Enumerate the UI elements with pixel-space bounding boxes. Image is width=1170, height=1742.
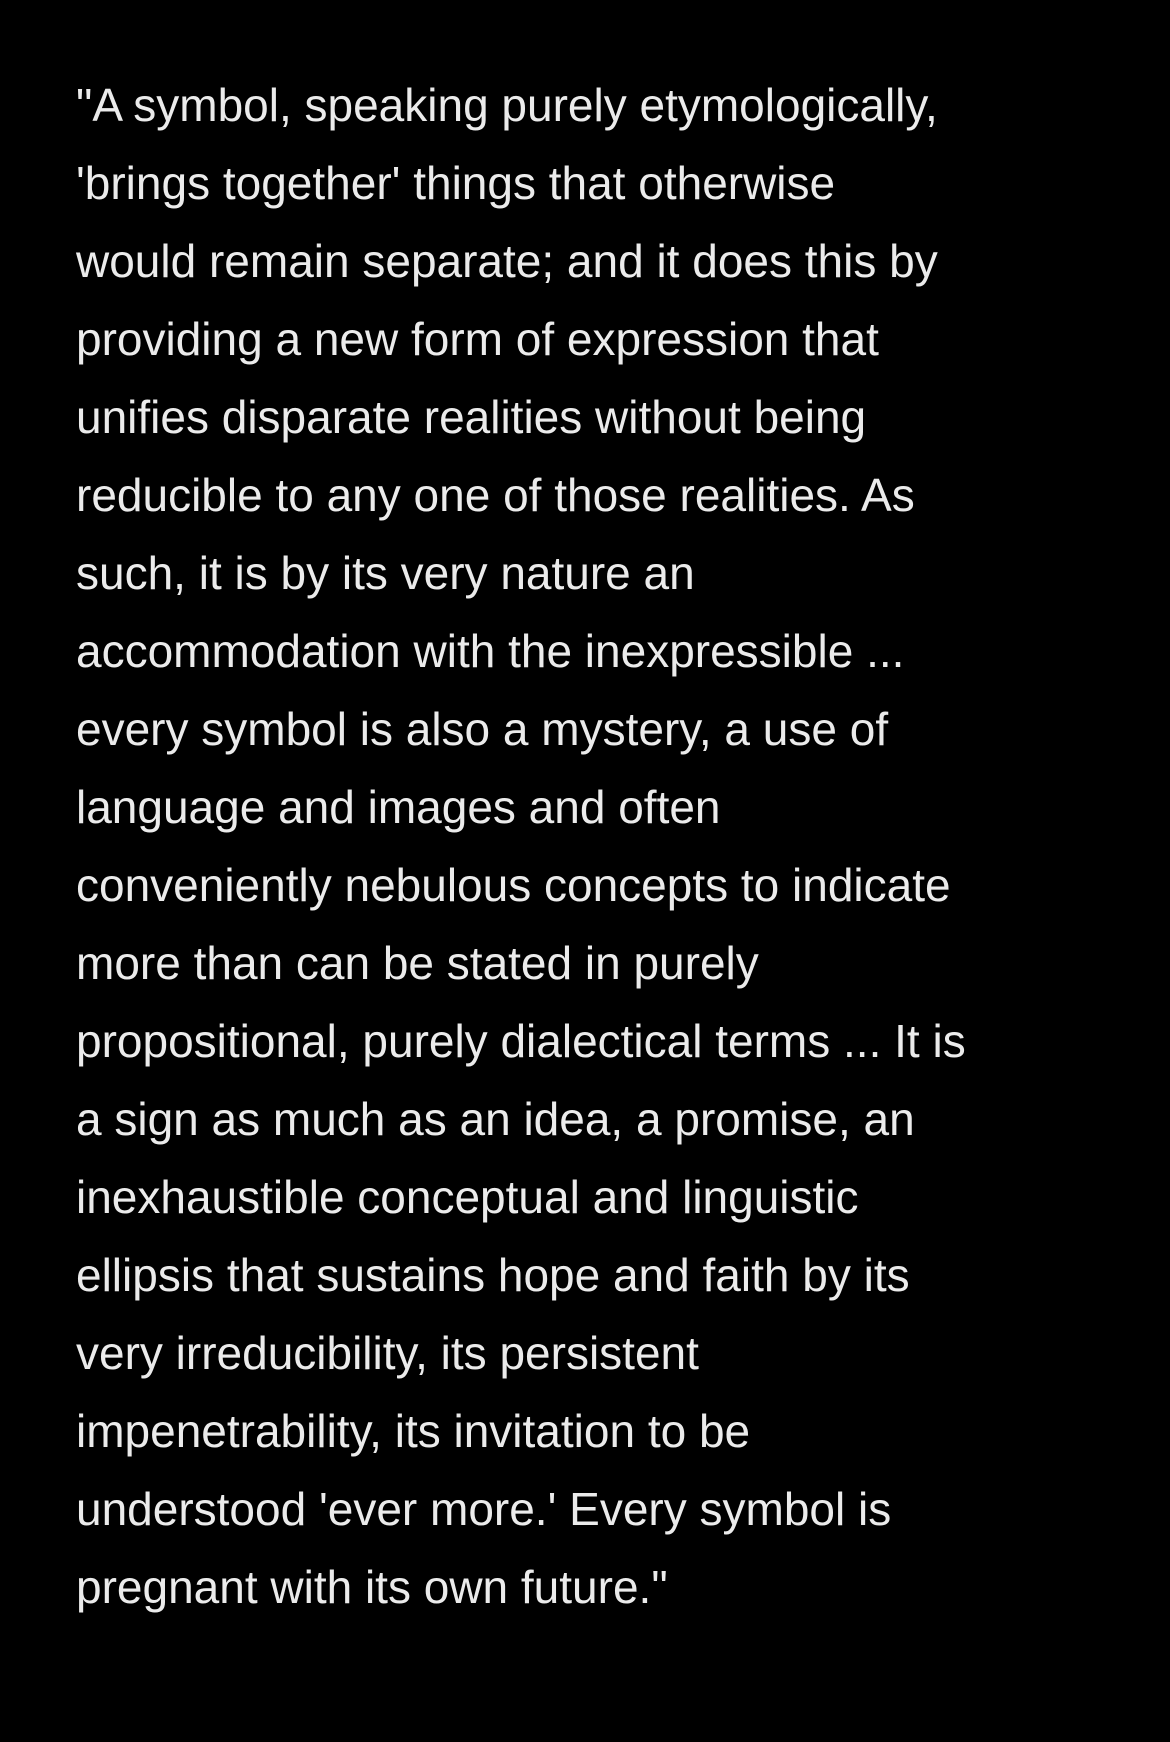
quote-text-block — [76, 66, 1136, 1626]
quote-line: "A symbol, speaking purely etymologically, — [76, 79, 938, 131]
quote-line: would remain separate; and it does this by — [76, 235, 938, 287]
quote-line: understood 'ever more.' Every symbol is — [76, 1483, 892, 1535]
quote-line: a sign as much as an idea, a promise, an — [76, 1093, 915, 1145]
quote-line: inexhaustible conceptual and linguistic — [76, 1171, 859, 1223]
quote-line: very irreducibility, its persistent — [76, 1327, 699, 1379]
quote-line: conveniently nebulous concepts to indicate — [76, 859, 951, 911]
quote-line: unifies disparate realities without being — [76, 391, 867, 443]
quote-line: propositional, purely dialectical terms ... It is — [76, 1015, 966, 1067]
quote-line: accommodation with the inexpressible ... — [76, 625, 905, 677]
quote-line: ellipsis that sustains hope and faith by its — [76, 1249, 910, 1301]
quote-line: such, it is by its very nature an — [76, 547, 695, 599]
quote-line: pregnant with its own future." — [76, 1561, 668, 1613]
quote-line: reducible to any one of those realities. As — [76, 469, 915, 521]
quote-line: language and images and often — [76, 781, 721, 833]
quote-line: every symbol is also a mystery, a use of — [76, 703, 889, 755]
quote-line: 'brings together' things that otherwise — [76, 157, 836, 209]
quote-line: providing a new form of expression that — [76, 313, 879, 365]
quote-line: impenetrability, its invitation to be — [76, 1405, 751, 1457]
quote-line: more than can be stated in purely — [76, 937, 759, 989]
